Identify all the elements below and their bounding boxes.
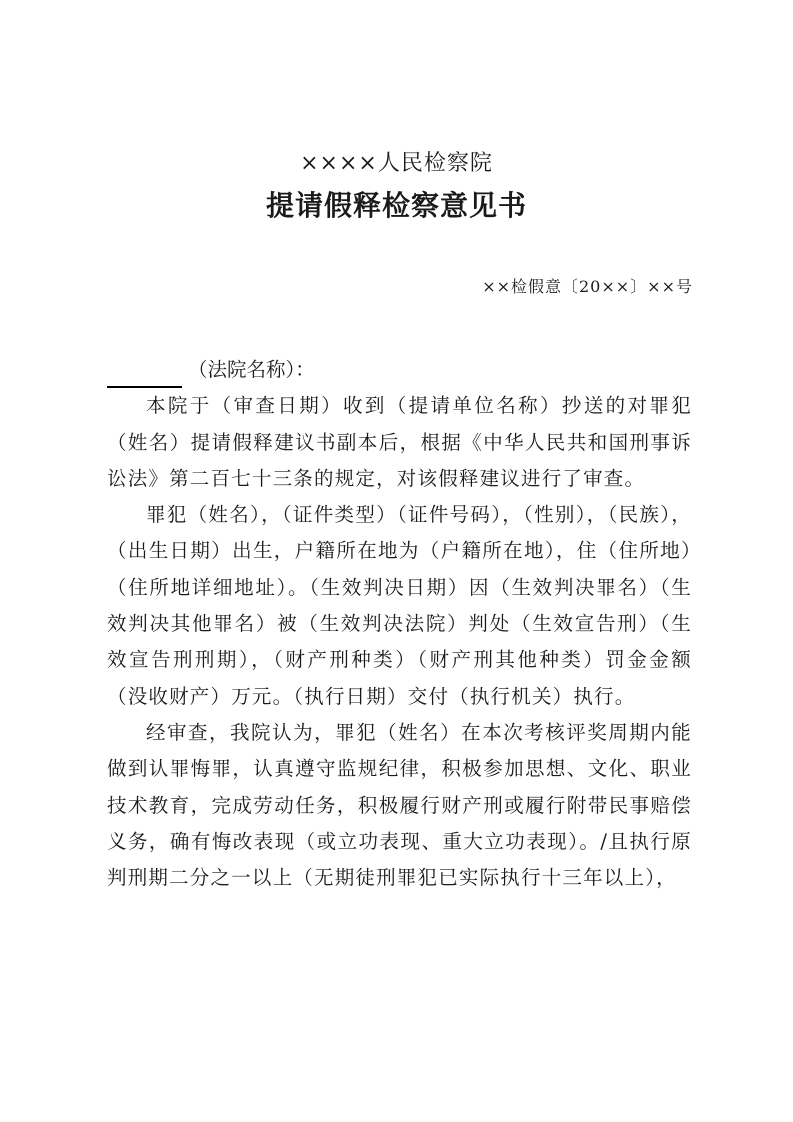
paragraph-criminal-info: 罪犯（姓名），（证件类型）（证件号码），（性别），（民族），（出生日期）出生，户籍所在地为（户籍所在地），住（住所地）（住所地详细地址）。（生效判决日期）因（生效判决罪名）（生效判决其他罪名）被（生效判决法院）判处（生效宣告刑）（生效宣告刑刑期），（财产刑种类）（财产刑其他种类）罚金金额（没收财产）万元。（执行日期）交付（执行机关）执行。 [107,503,692,708]
document-title: 提请假释检察意见书 [265,189,527,222]
paragraph-receipt: 本院于（审查日期）收到（提请单位名称）抄送的对罪犯（姓名）提请假释建议书副本后，根据《中华人民共和国刑事诉讼法》第二百七十三条的规定，对该假释建议进行了审查。 [107,394,692,490]
document-body [107,352,692,896]
paragraph-review-opinion: 经审查，我院认为，罪犯（姓名）在本次考核评奖周期内能做到认罪悔罪，认真遵守监规纪律，积极参加思想、文化、职业技术教育，完成劳动任务，积极履行财产刑或履行附带民事赔偿义务，确有悔改表现（或立功表现、重大立功表现）。/且执行原判刑期二分之一以上（无期徒刑罪犯已实际执行十三年以上）， [107,720,692,890]
court-name-blank [107,360,182,388]
procuratorate-name: ××××人民检察院 [300,151,493,176]
salutation [107,352,692,388]
document-number: ××检假意〔20××〕××号 [482,277,693,296]
court-name-placeholder: （法院名称）： [188,358,315,381]
